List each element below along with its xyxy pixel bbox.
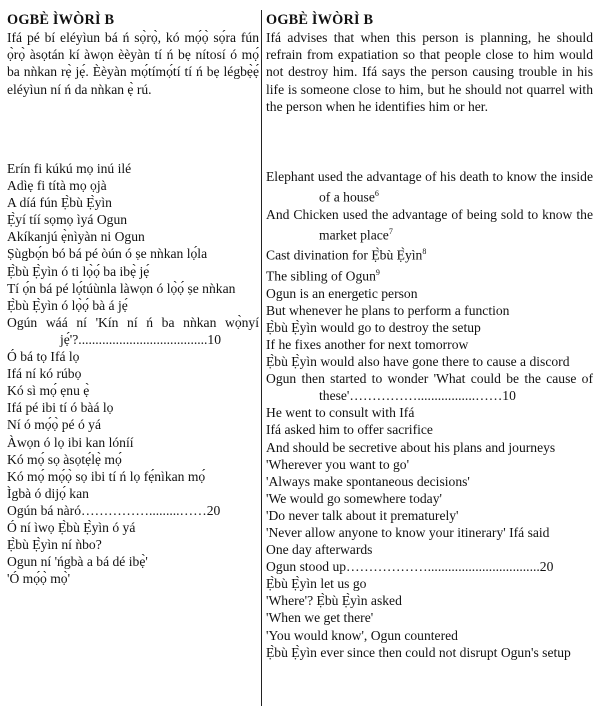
verse-line <box>266 439 593 456</box>
footnote-marker: 6 <box>374 189 379 199</box>
verse-line: Ìgbà ó dijọ́ kan <box>7 485 89 501</box>
verse-line <box>266 336 593 353</box>
verse-line <box>266 524 593 541</box>
yoruba-intro: Ifá pé bí eléyìun bá ń sọ̀rọ̀, kó mọ́ọ̀ sọ́ra fún ọ̀rọ̀ àsọtán kí àwọn èèyàn tí ń bẹ nítosí ó mọ́ ba nǹkan rẹ̀ jẹ́. Èèyàn mọ́tímọ́tí tí ń bẹ légbẹ̀ẹ́ eléyìun ní ń da nǹkan ẹ̀ rú. <box>7 30 259 97</box>
verse-line: Kó mọ́ sọ àsọtẹ́lẹ̀ mọ́ <box>7 451 122 467</box>
verse-line <box>266 558 593 575</box>
verse-line-text: Ogun stood up……………….................................20 <box>266 559 554 575</box>
verse-line-text: 'We would go somewhere today' <box>266 490 442 506</box>
verse-line <box>266 206 593 244</box>
verse-line-text: Elephant used the advantage of his death to know the inside of a house <box>266 169 593 205</box>
verse-line-text: And Chicken used the advantage of being sold to know the market place <box>266 206 593 243</box>
verse-line <box>266 264 593 285</box>
verse-line-text: 'Where'? Ẹ̀bù Ẹ̀yìn asked <box>266 593 402 609</box>
verse-line: Àwọn ó lọ ibi kan lóníí <box>7 434 134 450</box>
verse-line <box>266 507 593 524</box>
verse-line: Erín fi kúkú mọ inú ilé <box>7 161 132 176</box>
english-column <box>266 12 593 660</box>
verse-line-text: Ẹ̀bù Ẹ̀yìn let us go <box>266 576 367 592</box>
english-title: OGBÈ ÌWÒRÌ B <box>266 12 374 28</box>
verse-line-text: He went to consult with Ifá <box>266 405 415 421</box>
verse-line: Ní ó mọ́ọ̀ pé ó yá <box>7 417 102 433</box>
verse-line-text: 'Always make spontaneous decisions' <box>266 473 470 489</box>
verse-line <box>266 353 593 370</box>
verse-line: Akíkanjú ẹ̀nìyàn ni Ogun <box>7 229 145 245</box>
verse-line <box>266 473 593 490</box>
verse-line-text: If he fixes another for next tomorrow <box>266 336 469 352</box>
verse-line-text: Ogun is an energetic person <box>266 285 418 301</box>
verse-line-text: One day afterwards <box>266 542 373 558</box>
verse-line: Ifá pé ibi tí ó bàá lọ <box>7 400 114 416</box>
verse-line <box>266 541 593 558</box>
english-intro: Ifá advises that when this person is planning, he should refrain from expatiation so that people close to him would not destroy him. Ifá says the person causing trouble in his life is someone close to him, but he should not quarrel with the person when he identifies him or her. <box>266 30 593 114</box>
verse-line: Adìẹ fi títà mọ ọjà <box>7 178 107 194</box>
verse-line: Ogún bá nàró…………….........……20 <box>7 502 221 518</box>
verse-line: Kó sì mọ́ ẹnu ẹ̀ <box>7 383 90 399</box>
verse-line <box>266 285 593 302</box>
verse-line: 'Ó mọ́ọ̀ mọ̀' <box>7 571 71 587</box>
verse-line: A díá fún Ẹ̀bù Ẹ̀yìn <box>7 195 112 211</box>
verse-line-text: 'When we get there' <box>266 610 374 626</box>
verse-line: Ifá ní kó rúbọ <box>7 366 82 382</box>
verse-line <box>266 421 593 438</box>
column-divider <box>261 10 262 706</box>
verse-line-text: Ogun then started to wonder 'What could be the cause of these'…………….................……10 <box>266 371 593 404</box>
verse-line: Ẹ̀yí tíí sọmọ ìyá Ogun <box>7 212 128 228</box>
yoruba-title: OGBÈ ÌWÒRÌ B <box>7 12 115 28</box>
verse-line-text: But whenever he plans to perform a function <box>266 302 510 318</box>
verse-line: Tí ọ́n bá pé lọ́túùnla làwọn ó lọ̀ọ́ ṣe nǹkan <box>7 280 236 296</box>
verse-line <box>266 609 593 626</box>
verse-line-text: Ifá asked him to offer sacrifice <box>266 422 433 438</box>
verse-line-text: 'Never allow anyone to know your itinerary' Ifá said <box>266 525 550 540</box>
verse-line-text: Ẹ̀bù Ẹ̀yìn would go to destroy the setup <box>266 319 481 335</box>
verse-line: Ẹ̀bù Ẹ̀yìn ó lọ̀ọ́ bà á jẹ́ <box>7 297 128 313</box>
verse-line <box>266 644 593 661</box>
yoruba-verse <box>7 160 259 587</box>
verse-line-text: 'Do never talk about it prematurely' <box>266 507 459 523</box>
verse-line <box>266 575 593 592</box>
verse-line: Ó bá tọ Ifá lọ <box>7 349 80 365</box>
verse-line: Ó ní ìwọ Ẹ̀bù Ẹ̀yìn ó yá <box>7 519 136 535</box>
verse-line <box>266 243 593 264</box>
verse-line <box>266 319 593 336</box>
footnote-marker: 9 <box>375 268 380 278</box>
english-verse <box>266 168 593 661</box>
verse-line-text: The sibling of Ogun <box>266 268 376 284</box>
footnote-marker: 8 <box>422 247 427 257</box>
verse-line <box>266 404 593 421</box>
verse-line: Ogun ní 'ńgbà a bá dé ibẹ̀' <box>7 554 148 570</box>
verse-line-text: Cast divination for Ẹ̀bù Ẹ̀yìn <box>266 247 423 263</box>
verse-line: Ṣùgbọ́n bó bá pé òún ó ṣe nǹkan lọ́la <box>7 246 208 262</box>
verse-line: Ogún wáá ní 'Kín ní ń ba nǹkan wọ̀nyí jẹ́'?......................................10 <box>7 314 259 347</box>
verse-line: Ẹ̀bù Ẹ̀yìn ó ti lọ̀ọ́ ba ibẹ̀ jẹ́ <box>7 263 150 279</box>
verse-line-text: Ẹ̀bù Ẹ̀yìn ever since then could not disrupt Ogun's setup <box>266 644 571 660</box>
verse-line <box>266 627 593 644</box>
verse-line <box>266 168 593 206</box>
verse-line-text: Ẹ̀bù Ẹ̀yìn would also have gone there to cause a discord <box>266 354 570 370</box>
verse-line <box>266 370 593 404</box>
verse-line: Kó mọ́ mọ́ọ̀ sọ ibi tí ń lọ fẹ́nìkan mọ́ <box>7 468 206 484</box>
verse-line <box>266 592 593 609</box>
verse-line <box>266 490 593 507</box>
footnote-marker: 7 <box>388 226 393 236</box>
verse-line <box>266 456 593 473</box>
verse-line-text: 'Wherever you want to go' <box>266 456 410 472</box>
yoruba-column <box>7 12 259 587</box>
verse-line-text: And should be secretive about his plans and journeys <box>266 439 556 455</box>
verse-line-text: 'You would know', Ogun countered <box>266 627 458 643</box>
verse-line: Ẹ̀bù Ẹ̀yìn ní ǹbo? <box>7 537 102 553</box>
verse-line <box>266 302 593 319</box>
